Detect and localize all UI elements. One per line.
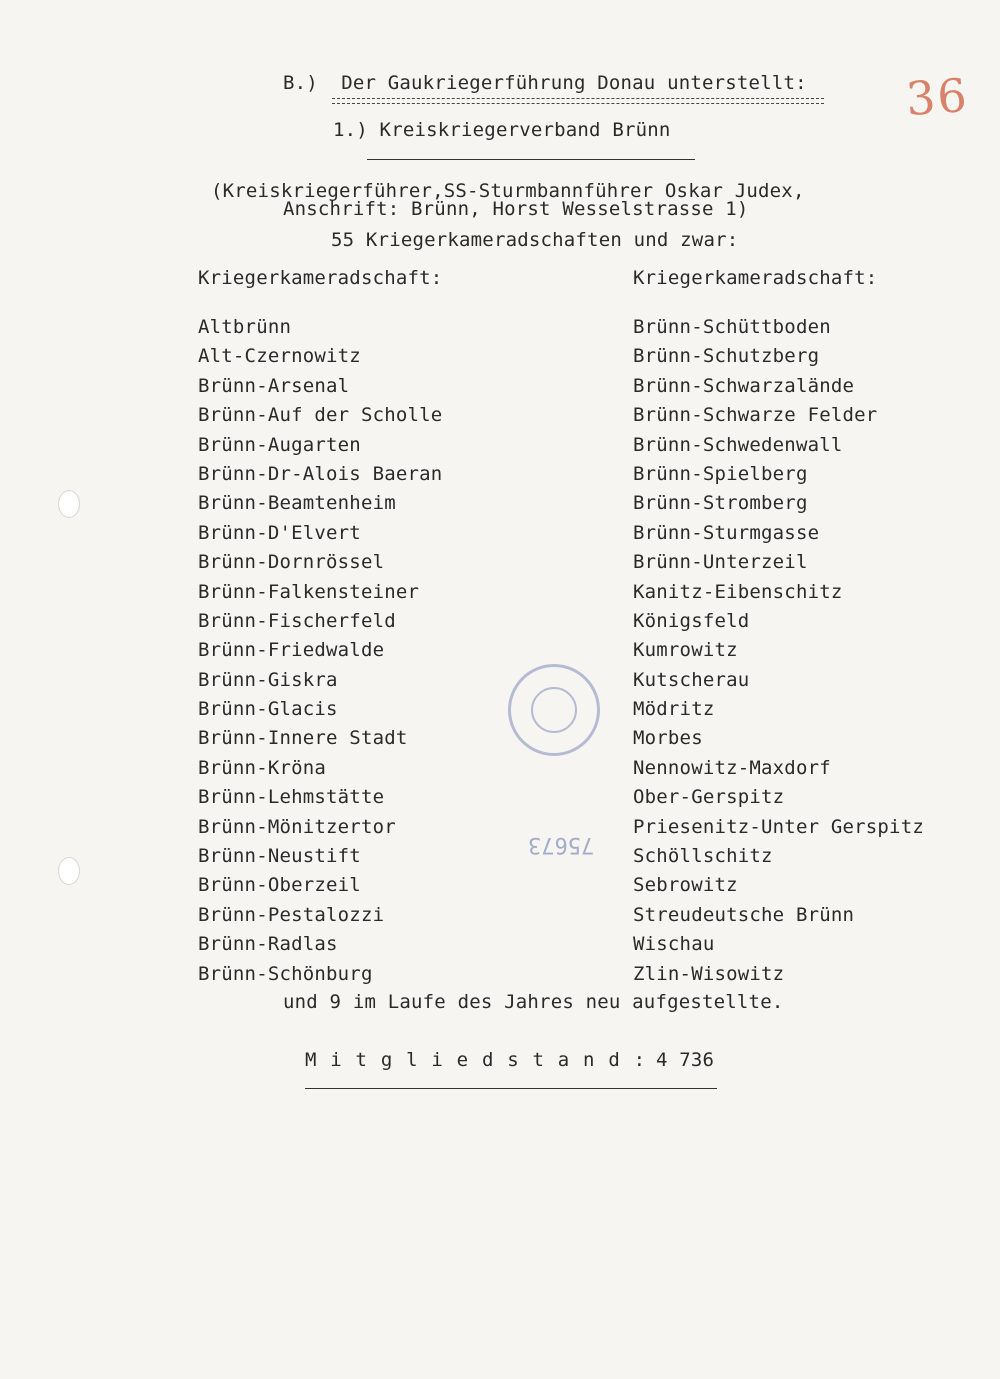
list-item: Priesenitz-Unter Gerspitz (633, 815, 924, 838)
list-item: Kumrowitz (633, 639, 738, 662)
list-item: Brünn-Schüttboden (633, 316, 831, 338)
list-item: Brünn-Neustift (198, 845, 361, 868)
leader-line-1: (Kreiskriegerführer,SS-Sturmbannführer Oskar Judex, (211, 180, 805, 202)
member-label: M i t g l i e d s t a n d : (305, 1049, 646, 1071)
list-item: Mödritz (633, 698, 715, 721)
list-item: Brünn-Dornrössel (198, 551, 385, 574)
double-underline (332, 98, 824, 104)
list-item: Brünn-Schutzberg (633, 345, 820, 368)
footer-line: und 9 im Laufe des Jahres neu aufgestellte. (283, 991, 784, 1013)
list-item: Brünn-Pestalozzi (198, 903, 385, 926)
column-header-left: Kriegerkameradschaft: (198, 267, 443, 289)
list-item: Brünn-Giskra (198, 668, 338, 691)
list-item: Brünn-Auf der Scholle (198, 404, 443, 427)
list-item: Brünn-Oberzeil (198, 874, 361, 897)
list-item: Altbrünn (198, 316, 292, 338)
list-item: Alt-Czernowitz (198, 345, 361, 368)
handwritten-page-number: 36 (904, 67, 971, 127)
list-item: Brünn-Schwarzalände (633, 374, 855, 397)
subheading: 1.) Kreiskriegerverband Brünn (333, 119, 671, 141)
left-list (198, 313, 442, 989)
archive-number: 75673 (528, 832, 595, 857)
list-item: Königsfeld (633, 609, 750, 632)
right-list (633, 313, 924, 989)
list-item: Brünn-Beamtenheim (198, 492, 396, 515)
leader-line-2: Anschrift: Brünn, Horst Wesselstrasse 1) (283, 198, 749, 220)
list-item: Brünn-Unterzeil (633, 551, 808, 574)
column-header-right: Kriegerkameradschaft: (633, 267, 878, 289)
list-item: Brünn-Dr-Alois Baeran (198, 462, 443, 485)
list-item: Brünn-Mönitzertor (198, 815, 396, 838)
list-item: Morbes (633, 727, 703, 750)
list-item: Brünn-Falkensteiner (198, 580, 420, 603)
list-item: Brünn-Lehmstätte (198, 786, 385, 809)
list-item: Zlin-Wisowitz (633, 962, 785, 985)
list-item: Brünn-Spielberg (633, 462, 808, 485)
list-item: Streudeutsche Brünn (633, 903, 855, 926)
list-item: Kutscherau (633, 668, 750, 691)
list-item: Brünn-Glacis (198, 698, 338, 721)
list-item: Wischau (633, 933, 715, 956)
list-item: Brünn-Innere Stadt (198, 727, 408, 750)
section-heading: B.) Der Gaukriegerführung Donau unterstellt: (283, 72, 807, 94)
list-item: Brünn-Fischerfeld (198, 609, 396, 632)
list-item: Brünn-Stromberg (633, 492, 808, 515)
count-line: 55 Kriegerkameradschaften und zwar: (331, 229, 739, 251)
list-item: Brünn-Friedwalde (198, 639, 385, 662)
list-item: Schöllschitz (633, 845, 773, 868)
list-item: Sebrowitz (633, 874, 738, 897)
list-item: Brünn-D'Elvert (198, 521, 361, 544)
list-item: Brünn-Radlas (198, 933, 338, 956)
list-item: Brünn-Schwarze Felder (633, 404, 878, 427)
list-item: Ober-Gerspitz (633, 786, 785, 809)
list-item: Brünn-Schwedenwall (633, 433, 843, 456)
list-item: Brünn-Kröna (198, 756, 327, 779)
punch-hole (58, 857, 80, 885)
archive-stamp (508, 664, 600, 756)
list-item: Nennowitz-Maxdorf (633, 756, 831, 779)
member-underline (305, 1088, 717, 1089)
subheading-underline (367, 159, 695, 160)
list-item: Kanitz-Eibenschitz (633, 580, 843, 603)
list-item: Brünn-Arsenal (198, 374, 350, 397)
list-item: Brünn-Schönburg (198, 962, 373, 985)
member-value: 4 736 (656, 1049, 715, 1071)
list-item: Brünn-Sturmgasse (633, 521, 820, 544)
list-item: Brünn-Augarten (198, 433, 361, 456)
punch-hole (58, 490, 80, 518)
